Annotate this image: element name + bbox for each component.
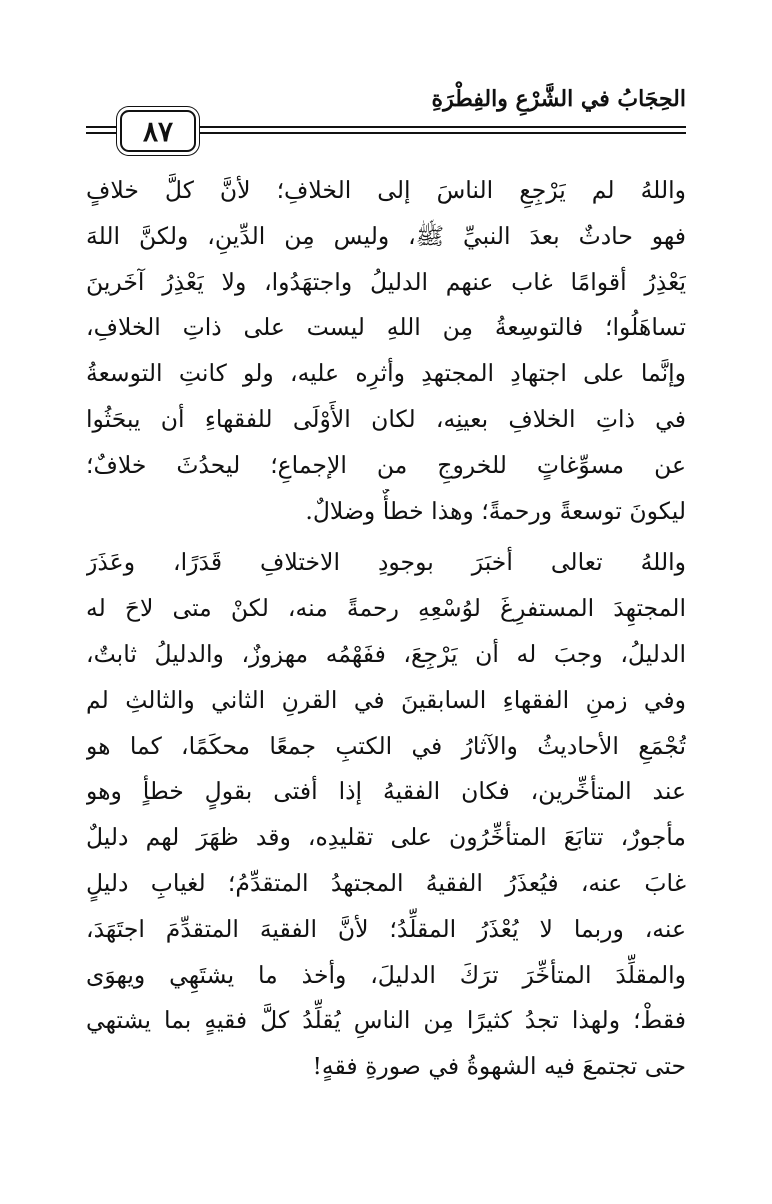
text-line: والمقلِّدَ المتأخِّرَ ترَكَ الدليلَ، وأخذ ما يشتَهِي ويهوَى xyxy=(86,960,686,989)
text-line: الدليلُ، وجبَ له أن يَرْجِعَ، ففَهْمُه مهزوزٌ، والدليلُ ثابتٌ، xyxy=(86,639,686,668)
paragraph xyxy=(86,168,686,534)
text-line: المجتهِدَ المستفرِغَ لوُسْعِهِ رحمةً منه، لكنْ متى لاحَ له xyxy=(86,594,686,623)
text-line: عنه، وربما لا يُعْذَرُ المقلِّدُ؛ لأنَّ الفقيهَ المتقدِّمَ اجتَهَدَ، xyxy=(86,914,686,943)
running-title: الحِجَابُ في الشَّرْعِ والفِطْرَةِ xyxy=(431,86,686,112)
text-line: ليكونَ توسعةً ورحمةً؛ وهذا خطأٌ وضلالٌ. xyxy=(305,496,686,525)
text-line: فهو حادثٌ بعدَ النبيِّ ﷺ، وليس مِن الدِّينِ، ولكنَّ اللهَ xyxy=(86,221,686,250)
text-line: حتى تجتمعَ فيه الشهوةُ في صورةِ فقهٍ! xyxy=(312,1052,686,1081)
text-line: يَعْذِرُ أقوامًا غاب عنهم الدليلُ واجتهَدُوا، ولا يَعْذِرُ آخَرينَ xyxy=(86,267,686,296)
text-line: في ذاتِ الخلافِ بعينِه، لكان الأَوْلَى للفقهاءِ أن يبحَثُوا xyxy=(86,404,686,433)
text-line: تساهَلُوا؛ فالتوسِعةُ مِن اللهِ ليست على ذاتِ الخلافِ، xyxy=(86,313,686,342)
text-line: مأجورٌ، تتابَعَ المتأخِّرُون على تقليدِه، وقد ظهَرَ لهم دليلٌ xyxy=(86,823,686,852)
page-number-frame xyxy=(120,110,196,152)
text-line: وفي زمنِ الفقهاءِ السابقينَ في القرنِ الثاني والثالثِ لم xyxy=(86,685,686,714)
text-line: تُجْمَعِ الأحاديثُ والآثارُ في الكتبِ جمعًا محكَمًا، كما هو xyxy=(86,731,686,760)
text-line: واللهُ تعالى أخبَرَ بوجودِ الاختلافِ قَدَرًا، وعَذَرَ xyxy=(86,548,686,577)
text-line: غابَ عنه، فيُعذَرُ الفقيهُ المجتهدُ المتقدِّمُ؛ لغيابِ دليلٍ xyxy=(86,868,686,897)
text-line: وإنَّما على اجتهادِ المجتهدِ وأثرِه عليه، ولو كانتِ التوسعةُ xyxy=(86,359,686,388)
page-number: ٨٧ xyxy=(142,114,174,148)
text-line: فقطْ؛ ولهذا تجدُ كثيرًا مِن الناسِ يُقلِّدُ كلَّ فقيهٍ بما يشتهي xyxy=(86,1006,686,1035)
body-text xyxy=(86,168,686,1090)
text-line: واللهُ لم يَرْجِعِ الناسَ إلى الخلافِ؛ لأنَّ كلَّ خلافٍ xyxy=(86,176,686,204)
text-line: عن مسوِّغاتٍ للخروجِ من الإجماعِ؛ ليحدُثَ خلافٌ؛ xyxy=(86,450,686,479)
paragraph xyxy=(86,540,686,1090)
text-line: عند المتأخِّرين، فكان الفقيهُ إذا أفتى بقولٍ خطأٍ وهو xyxy=(86,777,686,806)
